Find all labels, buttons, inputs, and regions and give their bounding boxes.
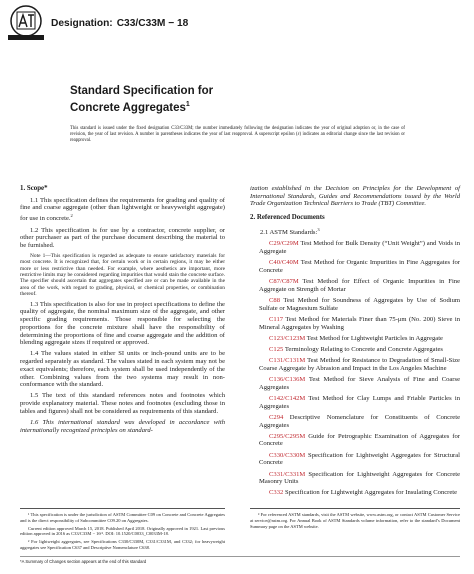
reference-code-link[interactable]: C294 <box>269 413 284 421</box>
footnote-3: ³ For referenced ASTM standards, visit the ASTM website, www.astm.org, or contact ASTM Customer Service at service@astm.org. For Annual Book of ASTM Standards volume information, refer to the standard’s Document Summary page on the ASTM website. <box>250 512 460 529</box>
designation-code: C33/C33M − 18 <box>116 18 189 29</box>
reference-item <box>250 489 460 497</box>
section-heading-scope: 1. Scope* <box>20 185 48 192</box>
reference-title: Test Method for Effect of Organic Impurities in Fine Aggregate on Strength of Mortar <box>259 278 460 293</box>
astm-logo <box>7 4 45 42</box>
reference-title: Guide for Petrographic Examination of Aggregates for Concrete <box>259 432 460 448</box>
reference-code-link[interactable]: C295/C295M <box>269 432 306 440</box>
reference-title: Test Method for Lightweight Particles in Aggregate <box>305 334 443 342</box>
designation <box>51 18 188 29</box>
reference-item <box>250 376 460 391</box>
reference-code-link[interactable]: C40/C40M <box>269 259 299 267</box>
reference-title: Test Method for Materials Finer than 75-μm (No. 200) Sieve in Mineral Aggregates by Washing <box>259 315 460 331</box>
reference-code-link[interactable]: C136/C136M <box>269 376 306 384</box>
right-column <box>250 185 460 501</box>
reference-code-link[interactable]: C332 <box>269 489 284 497</box>
para-1-6: 1.6 This international standard was developed in accordance with internationally recognized principles on standard- <box>20 419 225 434</box>
section-heading-references: 2. Referenced Documents <box>250 214 325 222</box>
reference-item <box>250 357 460 372</box>
reference-title: Specification for Lightweight Aggregates for Insulating Concrete <box>283 489 458 497</box>
reference-title: Test Method for Bulk Density (“Unit Weight”) and Voids in Aggregate <box>259 240 460 255</box>
reference-item <box>250 278 460 293</box>
reference-code-link[interactable]: C142/C142M <box>269 394 306 402</box>
footnote-ref-3[interactable]: 3 <box>317 226 320 232</box>
footnote-1b: Current edition approved March 15, 2018. Published April 2018. Originally approved in 1921. Last previous edition approved in 2016 as C33/C33M − 16ᵉ¹. DOI: 10.1520/C0033_C0033M-18. <box>20 525 225 537</box>
reference-code-link[interactable]: C88 <box>269 296 280 304</box>
reference-title: Descriptive Nomenclature for Constituents of Concrete Aggregates <box>259 413 460 429</box>
reference-code-link[interactable]: C87/C87M <box>269 278 299 286</box>
summary-of-changes-note: *A Summary of Changes section appears at the end of this standard <box>20 556 460 564</box>
para-1-3: 1.3 This specification is also for use in project specifications to define the quality of aggregate, the nominal maximum size of the aggregate, and other specific grading requirements. Those responsible for selecting the proportions for the concrete mixture shall have the responsibility of determining the proportions of fine and coarse aggregate and the addition of blending aggregate sizes if required or approved. <box>20 300 225 347</box>
title-line-1: Standard Specification for <box>70 85 214 97</box>
footnote-2: ² For lightweight aggregates, see Specifications C330/C330M, C331/C331M, and C332; for heavyweight aggregates see Specification C637 and Descriptive Nomenclature C638. <box>20 539 225 550</box>
reference-code-link[interactable]: C123/C123M <box>269 334 306 342</box>
footnote-1: ¹ This specification is under the jurisdiction of ASTM Committee C09 on Concrete and Concrete Aggregates and is the direct responsibility of Subcommittee C09.20 on Aggregates. <box>20 512 225 523</box>
reference-item <box>250 452 460 467</box>
issuance-notice: This standard is issued under the fixed designation C33/C33M; the number immediately following the designation indicates the year of original adoption or, in the case of revision, the year of last revision. A number in parentheses indicates the year of last reapproval. A superscript epsilon (ε) indicates an editorial change since the last revision or reapproval. <box>70 126 405 144</box>
astm-standards-subheading: 2.1 ASTM Standards:$^3$ <box>260 226 320 236</box>
designation-label: Designation: <box>51 18 113 29</box>
reference-code-link[interactable]: C131/C131M <box>269 357 306 365</box>
reference-title: Terminology Relating to Concrete and Concrete Aggregates <box>283 345 443 353</box>
reference-code-link[interactable]: C331/C331M <box>269 470 306 478</box>
reference-title: Specification for Lightweight Aggregates for Concrete Masonry Units <box>259 470 460 486</box>
para-1-1: 1.1 This specification defines the requirements for grading and quality of fine and coarse aggregate (other than lightweight or heavyweight aggregate) for use in concrete.$^2$ <box>20 196 225 223</box>
reference-code-link[interactable]: C117 <box>269 315 284 323</box>
reference-title: Test Method for Clay Lumps and Friable Particles in Aggregates <box>259 394 460 410</box>
footnotes-left <box>20 508 225 553</box>
reference-title: Test Method for Sieve Analysis of Fine and Coarse Aggregates <box>259 376 460 391</box>
reference-list <box>250 240 460 497</box>
reference-code-link[interactable]: C330/C330M <box>269 451 306 459</box>
reference-item <box>250 297 460 312</box>
title-footnote-mark: 1 <box>185 101 190 108</box>
para-1-4: 1.4 The values stated in either SI units or inch-pound units are to be regarded separately as standard. The values stated in each system may not be exact equivalents; therefore, each system shall be used independently of the other. Combining values from the two systems may result in non-conformance with the standard. <box>20 350 225 389</box>
footnote-ref-2[interactable]: 2 <box>70 213 73 219</box>
reference-item <box>250 471 460 486</box>
reference-item <box>250 395 460 410</box>
reference-title: Test Method for Resistance to Degradation of Small-Size Coarse Aggregate by Abrasion and Impact in the Los Angeles Machine <box>259 357 460 372</box>
left-column <box>20 185 225 438</box>
reference-item <box>250 346 460 354</box>
para-1-6-continued: ization established in the Decision on Principles for the Development of International Standards, Guides and Recommendations issued by the World Trade Organization Technical Barriers to Trade (TBT) Committee. <box>250 185 460 208</box>
reference-code-link[interactable]: C29/C29M <box>269 240 299 248</box>
reference-code-link[interactable]: C125 <box>269 345 284 353</box>
reference-item <box>250 335 460 343</box>
reference-item <box>250 433 460 448</box>
document-header <box>7 4 467 44</box>
footnotes-right <box>250 508 460 529</box>
reference-item <box>250 259 460 274</box>
reference-title: Test Method for Organic Impurities in Fine Aggregates for Concrete <box>259 259 460 274</box>
note-1: Note 1—This specification is regarded as adequate to ensure satisfactory materials for most concrete. It is recognized that, for certain work or in certain regions, it may be either more or less restrictive than needed. For example, where aesthetics are important, more restrictive limits may be considered regarding impurities that would stain the concrete surface. The specifier should ascertain that aggregates specified are or can be made available in the area of the work, with regard to grading, physical, or chemical properties, or combination thereof. <box>20 253 225 297</box>
reference-title: Specification for Lightweight Aggregates for Structural Concrete <box>259 451 460 467</box>
reference-item <box>250 414 460 429</box>
title-line-2: Concrete Aggregates <box>70 101 186 114</box>
reference-item <box>250 316 460 331</box>
para-1-2: 1.2 This specification is for use by a contractor, concrete supplier, or other purchaser as part of the purchase document describing the material to be furnished. <box>20 226 225 249</box>
reference-title: Test Method for Soundness of Aggregates by Use of Sodium Sulfate or Magnesium Sulfate <box>259 296 460 312</box>
para-1-5: 1.5 The text of this standard references notes and footnotes which provide explanatory material. These notes and footnotes (excluding those in tables and figures) shall not be considered as requirements of this standard. <box>20 392 225 415</box>
reference-item <box>250 240 460 255</box>
page-title <box>70 85 213 115</box>
